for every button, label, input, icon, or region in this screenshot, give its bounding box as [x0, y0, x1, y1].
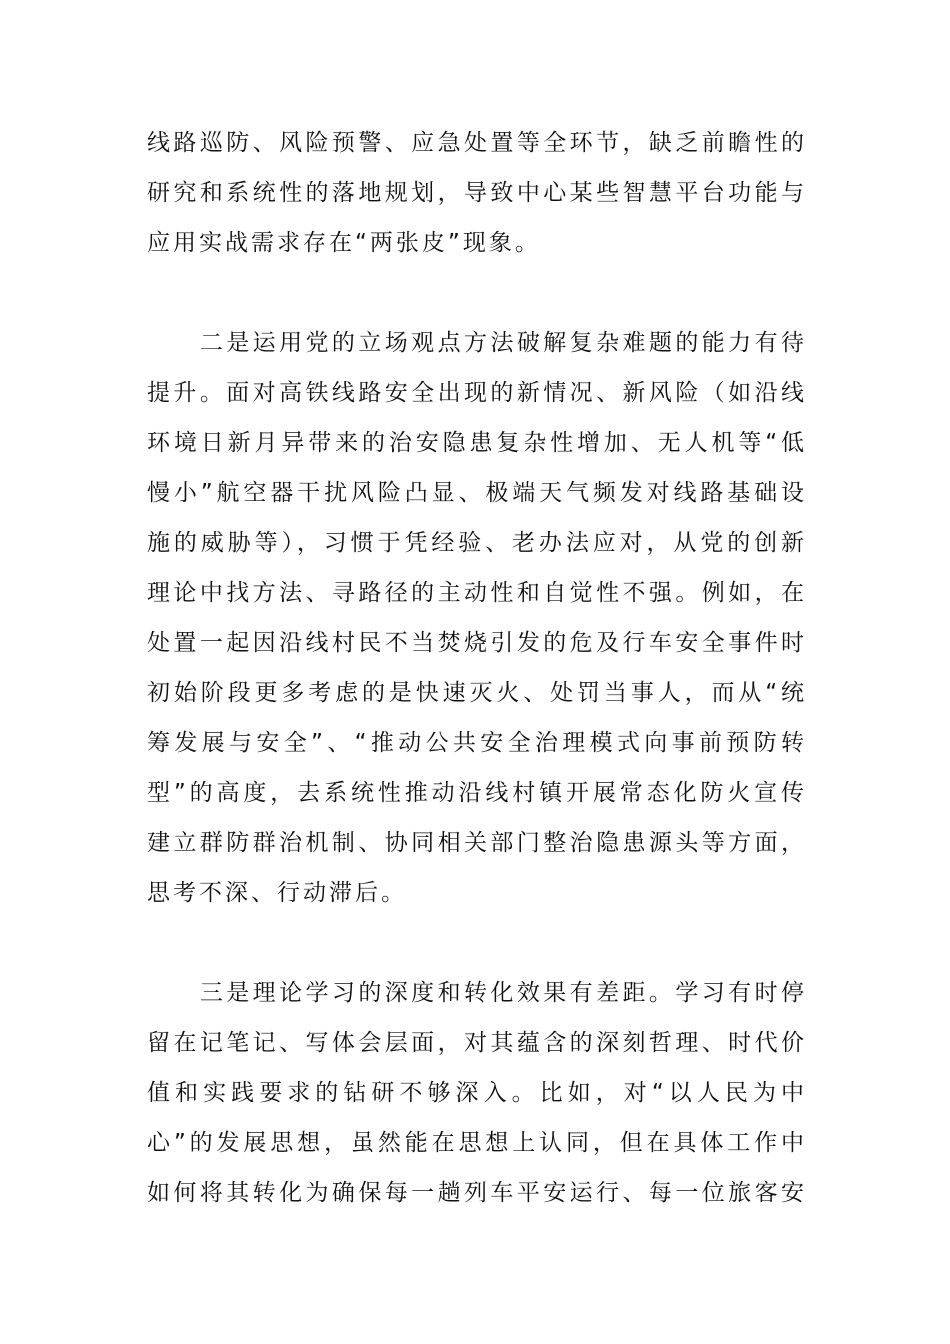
text-line: 二是运用党的立场观点方法破解复杂难题的能力有待: [147, 330, 804, 356]
text-line: 提升。面对高铁线路安全出现的新情况、新风险（如沿线: [147, 380, 804, 406]
text-line: 值和实践要求的钻研不够深入。比如，对“以人民为中: [147, 1080, 804, 1106]
text-line: 环境日新月异带来的治安隐患复杂性增加、无人机等“低: [147, 430, 804, 456]
text-line: 施的威胁等），习惯于凭经验、老办法应对，从党的创新: [147, 530, 804, 556]
text-line: 留在记笔记、写体会层面，对其蕴含的深刻哲理、时代价: [147, 1030, 804, 1056]
text-line: 心”的发展思想，虽然能在思想上认同，但在具体工作中: [147, 1130, 804, 1156]
text-line: 思考不深、行动滞后。: [147, 880, 407, 906]
paragraph-3: [147, 968, 804, 1218]
text-line: 初始阶段更多考虑的是快速灭火、处罚当事人，而从“统: [147, 680, 804, 706]
text-line: 如何将其转化为确保每一趟列车平安运行、每一位旅客安: [147, 1180, 804, 1206]
text-line: 线路巡防、风险预警、应急处置等全环节，缺乏前瞻性的: [147, 130, 804, 156]
text-line: 研究和系统性的落地规划，导致中心某些智慧平台功能与: [147, 180, 804, 206]
text-line: 建立群防群治机制、协同相关部门整治隐患源头等方面，: [147, 830, 804, 856]
text-line: 慢小”航空器干扰风险凸显、极端天气频发对线路基础设: [147, 480, 804, 506]
text-line: 型”的高度，去系统性推动沿线村镇开展常态化防火宣传: [147, 780, 804, 806]
text-line: 三是理论学习的深度和转化效果有差距。学习有时停: [147, 980, 804, 1006]
text-line: 处置一起因沿线村民不当焚烧引发的危及行车安全事件时: [147, 630, 804, 656]
document-page: [147, 118, 804, 1268]
text-line: 应用实战需求存在“两张皮”现象。: [147, 230, 541, 256]
text-line: 理论中找方法、寻路径的主动性和自觉性不强。例如，在: [147, 580, 804, 606]
paragraph-1: [147, 118, 804, 268]
text-line: 筹发展与安全”、“推动公共安全治理模式向事前预防转: [147, 730, 804, 756]
paragraph-2: [147, 318, 804, 918]
